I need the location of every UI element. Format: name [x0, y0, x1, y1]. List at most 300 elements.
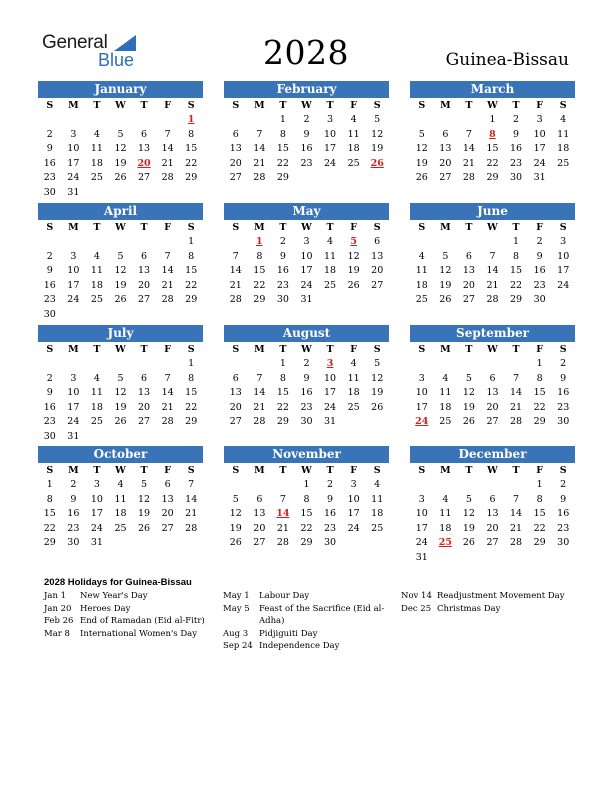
holiday-date: Nov 14	[401, 591, 432, 601]
day-cell: 20	[253, 522, 266, 534]
day-cell: 21	[486, 279, 499, 291]
day-cell: 17	[533, 143, 546, 154]
day-cell: 15	[185, 143, 198, 154]
weekday-label: W	[115, 344, 126, 355]
day-cell: 24	[67, 416, 80, 427]
day-cell: 14	[462, 143, 475, 154]
weekday-label: W	[301, 344, 312, 355]
day-cell: 30	[43, 308, 56, 320]
day-cell: 15	[185, 387, 198, 398]
empty-cell	[224, 113, 248, 128]
weekday-row	[224, 343, 389, 357]
day-cell: 3	[536, 114, 543, 125]
weekday-label: T	[326, 465, 334, 476]
day-cell: 18	[371, 508, 384, 519]
weekday-label: S	[559, 222, 567, 233]
day-cell: 17	[67, 279, 80, 291]
day-cell: 29	[533, 537, 546, 548]
day-cell: 1	[536, 479, 543, 490]
weekday-label: S	[373, 222, 381, 233]
day-cell: 30	[276, 294, 289, 305]
weekday-row	[224, 99, 389, 113]
month-may	[224, 203, 389, 308]
weekday-label: T	[93, 222, 101, 233]
day-cell: 3	[560, 236, 567, 247]
holiday-item	[44, 628, 205, 641]
day-cell: 30	[557, 416, 570, 427]
day-cell: 1	[46, 479, 53, 490]
day-cell: 24	[67, 172, 80, 183]
day-cell: 19	[371, 143, 384, 154]
empty-cell	[410, 357, 434, 372]
day-cell: 12	[114, 265, 127, 276]
day-cell: 9	[560, 372, 567, 384]
day-cell: 18	[439, 522, 452, 534]
day-cell: 22	[276, 157, 289, 169]
day-cell: 2	[303, 358, 310, 369]
month-march	[410, 81, 575, 186]
day-cell: 16	[533, 265, 546, 276]
weekday-label: M	[254, 100, 265, 111]
day-cell: 17	[324, 387, 337, 398]
day-cell: 27	[253, 537, 266, 548]
day-cell: 13	[486, 387, 499, 398]
day-cell: 15	[185, 265, 198, 276]
month-december	[410, 446, 575, 565]
holiday-day: 25	[438, 537, 452, 548]
weekday-row	[410, 464, 575, 478]
holiday-date: Jan 20	[44, 603, 72, 614]
day-cell: 8	[513, 250, 520, 262]
day-grid	[38, 113, 203, 200]
month-september	[410, 325, 575, 430]
day-cell: 29	[185, 416, 198, 427]
day-cell: 8	[279, 128, 286, 140]
day-cell: 14	[229, 265, 242, 276]
day-cell: 28	[161, 172, 174, 183]
day-cell: 1	[303, 479, 310, 490]
empty-cell	[224, 235, 248, 250]
day-cell: 4	[442, 372, 449, 384]
day-cell: 20	[161, 508, 174, 519]
day-cell: 23	[67, 522, 80, 534]
day-cell: 10	[347, 493, 360, 505]
day-cell: 20	[138, 401, 151, 413]
weekday-label: S	[559, 100, 567, 111]
holiday-date: Jan 1	[44, 591, 67, 601]
weekday-label: T	[512, 222, 520, 233]
day-cell: 11	[557, 128, 570, 140]
month-june	[410, 203, 575, 308]
day-cell: 19	[439, 279, 452, 291]
holiday-column	[401, 590, 565, 615]
day-cell: 5	[141, 479, 148, 490]
day-cell: 30	[300, 416, 313, 427]
weekday-label: S	[373, 344, 381, 355]
day-cell: 18	[557, 143, 570, 154]
day-cell: 18	[90, 401, 103, 413]
day-grid	[224, 357, 389, 430]
day-cell: 26	[114, 172, 127, 183]
day-cell: 23	[557, 522, 570, 534]
day-cell: 25	[347, 401, 360, 413]
day-cell: 19	[114, 401, 127, 413]
day-cell: 14	[185, 493, 198, 505]
day-cell: 4	[560, 114, 567, 125]
month-header: September	[410, 325, 575, 342]
day-cell: 20	[462, 279, 475, 291]
day-cell: 24	[324, 401, 337, 413]
day-cell: 11	[439, 387, 452, 398]
day-cell: 26	[347, 279, 360, 291]
weekday-label: S	[373, 465, 381, 476]
day-cell: 2	[46, 128, 53, 140]
day-cell: 14	[253, 387, 266, 398]
day-cell: 2	[279, 236, 286, 247]
empty-cell	[504, 357, 528, 372]
empty-cell	[109, 235, 133, 250]
day-cell: 15	[486, 143, 499, 154]
day-cell: 6	[489, 372, 496, 384]
day-cell: 27	[486, 416, 499, 427]
day-cell: 26	[138, 522, 151, 534]
day-cell: 8	[536, 372, 543, 384]
empty-cell	[132, 113, 156, 128]
empty-cell	[156, 235, 180, 250]
holiday-date: May 5	[223, 603, 250, 614]
day-cell: 1	[279, 114, 286, 125]
weekday-label: S	[418, 100, 426, 111]
day-cell: 29	[276, 416, 289, 427]
day-cell: 19	[371, 387, 384, 398]
day-cell: 17	[324, 143, 337, 154]
day-cell: 5	[374, 358, 381, 369]
day-grid	[224, 478, 389, 551]
day-cell: 14	[161, 387, 174, 398]
day-cell: 14	[253, 143, 266, 154]
day-cell: 6	[141, 250, 148, 262]
weekday-label: S	[373, 100, 381, 111]
day-cell: 18	[415, 279, 428, 291]
day-cell: 13	[486, 508, 499, 519]
day-cell: 2	[560, 479, 567, 490]
empty-cell	[248, 478, 272, 493]
day-cell: 11	[347, 128, 360, 140]
empty-cell	[410, 235, 434, 250]
weekday-label: S	[418, 465, 426, 476]
weekday-label: M	[440, 344, 451, 355]
weekday-label: F	[164, 344, 171, 355]
day-cell: 20	[138, 279, 151, 291]
weekday-row	[224, 464, 389, 478]
day-cell: 8	[188, 372, 195, 384]
weekday-label: T	[279, 222, 287, 233]
day-cell: 20	[486, 401, 499, 413]
month-january	[38, 81, 203, 200]
day-cell: 2	[327, 479, 334, 490]
day-cell: 16	[510, 143, 523, 154]
day-cell: 10	[415, 387, 428, 398]
day-cell: 23	[43, 416, 56, 427]
day-cell: 20	[229, 157, 242, 169]
day-cell: 30	[43, 430, 56, 442]
day-cell: 24	[557, 279, 570, 291]
day-cell: 30	[533, 294, 546, 305]
day-cell: 2	[303, 114, 310, 125]
day-cell: 5	[465, 493, 472, 505]
holiday-item	[223, 603, 384, 616]
day-cell: 1	[188, 358, 195, 369]
weekday-label: T	[326, 344, 334, 355]
day-cell: 16	[300, 387, 313, 398]
holiday-date: May 1	[223, 591, 250, 601]
holiday-name: New Year's Day	[80, 591, 148, 601]
day-cell: 24	[415, 537, 428, 548]
day-cell: 20	[371, 265, 384, 276]
day-cell: 27	[439, 172, 452, 183]
day-cell: 28	[229, 294, 242, 305]
day-cell: 8	[188, 128, 195, 140]
weekday-row	[38, 343, 203, 357]
day-cell: 21	[185, 508, 198, 519]
day-cell: 11	[90, 143, 103, 154]
day-cell: 14	[510, 387, 523, 398]
weekday-label: F	[164, 465, 171, 476]
holiday-name: End of Ramadan (Eid al-Fitr)	[80, 616, 205, 626]
day-cell: 23	[43, 294, 56, 305]
day-cell: 25	[371, 522, 384, 534]
holiday-day: 8	[489, 128, 496, 140]
day-cell: 18	[90, 157, 103, 169]
day-cell: 31	[67, 186, 80, 198]
day-cell: 18	[347, 387, 360, 398]
empty-cell	[481, 478, 505, 493]
day-cell: 31	[67, 430, 80, 442]
day-cell: 28	[253, 416, 266, 427]
month-october	[38, 446, 203, 551]
day-cell: 29	[510, 294, 523, 305]
day-cell: 23	[557, 401, 570, 413]
day-cell: 12	[347, 250, 360, 262]
day-cell: 7	[465, 128, 472, 140]
empty-cell	[62, 113, 86, 128]
month-header: December	[410, 446, 575, 463]
day-cell: 29	[43, 537, 56, 548]
day-cell: 5	[418, 128, 425, 140]
weekday-row	[224, 221, 389, 235]
weekday-label: T	[512, 100, 520, 111]
holiday-name: Christmas Day	[437, 603, 501, 614]
day-cell: 13	[161, 493, 174, 505]
weekday-label: T	[512, 465, 520, 476]
day-cell: 5	[465, 372, 472, 384]
holiday-name: Readjustment Movement Day	[437, 591, 565, 601]
weekday-label: M	[68, 344, 79, 355]
day-cell: 3	[418, 372, 425, 384]
year-title: 2028	[263, 33, 349, 72]
holiday-day: 1	[187, 114, 195, 125]
day-cell: 12	[371, 128, 384, 140]
holiday-column	[44, 590, 205, 640]
day-cell: 28	[161, 416, 174, 427]
day-cell: 14	[510, 508, 523, 519]
day-cell: 20	[486, 522, 499, 534]
empty-cell	[38, 357, 62, 372]
day-cell: 19	[114, 279, 127, 291]
day-cell: 3	[303, 236, 310, 247]
day-cell: 29	[253, 294, 266, 305]
empty-cell	[434, 478, 458, 493]
day-cell: 22	[510, 279, 523, 291]
day-cell: 6	[141, 128, 148, 140]
day-cell: 24	[67, 294, 80, 305]
empty-cell	[504, 478, 528, 493]
empty-cell	[457, 478, 481, 493]
weekday-label: T	[465, 100, 473, 111]
weekday-label: F	[350, 222, 357, 233]
day-cell: 26	[114, 294, 127, 305]
day-cell: 8	[303, 493, 310, 505]
day-cell: 23	[276, 279, 289, 291]
day-cell: 26	[439, 294, 452, 305]
day-cell: 5	[374, 114, 381, 125]
weekday-label: T	[326, 222, 334, 233]
day-cell: 4	[350, 114, 357, 125]
empty-cell	[457, 357, 481, 372]
day-cell: 17	[415, 401, 428, 413]
day-cell: 29	[185, 294, 198, 305]
day-cell: 25	[439, 416, 452, 427]
day-cell: 13	[138, 265, 151, 276]
month-header: June	[410, 203, 575, 220]
weekday-label: T	[326, 100, 334, 111]
day-cell: 30	[510, 172, 523, 183]
day-cell: 24	[347, 522, 360, 534]
day-cell: 21	[253, 157, 266, 169]
day-cell: 12	[415, 143, 428, 154]
day-cell: 10	[67, 387, 80, 398]
day-cell: 12	[114, 143, 127, 154]
day-cell: 25	[347, 157, 360, 169]
day-cell: 28	[462, 172, 475, 183]
empty-cell	[434, 235, 458, 250]
day-cell: 17	[67, 157, 80, 169]
weekday-label: S	[418, 344, 426, 355]
day-cell: 11	[347, 372, 360, 384]
day-cell: 7	[232, 250, 239, 262]
day-cell: 15	[276, 143, 289, 154]
weekday-label: S	[559, 344, 567, 355]
day-grid	[410, 235, 575, 308]
weekday-row	[38, 99, 203, 113]
holiday-date: Feb 26	[44, 616, 74, 626]
empty-cell	[271, 478, 295, 493]
day-cell: 1	[513, 236, 520, 247]
day-cell: 5	[117, 128, 124, 140]
day-cell: 22	[533, 401, 546, 413]
weekday-label: F	[536, 100, 543, 111]
day-cell: 25	[114, 522, 127, 534]
weekday-label: F	[536, 344, 543, 355]
day-cell: 15	[43, 508, 56, 519]
empty-cell	[434, 113, 458, 128]
day-cell: 15	[533, 387, 546, 398]
day-cell: 5	[117, 250, 124, 262]
weekday-label: T	[140, 100, 148, 111]
weekday-label: T	[279, 344, 287, 355]
day-cell: 15	[300, 508, 313, 519]
day-cell: 7	[164, 128, 171, 140]
day-cell: 1	[489, 114, 496, 125]
day-cell: 31	[415, 551, 428, 563]
weekday-label: T	[465, 344, 473, 355]
weekday-label: W	[115, 100, 126, 111]
day-cell: 28	[510, 416, 523, 427]
day-cell: 15	[510, 265, 523, 276]
day-cell: 27	[462, 294, 475, 305]
day-cell: 22	[276, 401, 289, 413]
day-cell: 2	[536, 236, 543, 247]
day-cell: 8	[188, 250, 195, 262]
day-cell: 21	[276, 522, 289, 534]
day-cell: 9	[513, 128, 520, 140]
day-cell: 18	[439, 401, 452, 413]
month-header: August	[224, 325, 389, 342]
empty-cell	[224, 357, 248, 372]
day-cell: 26	[415, 172, 428, 183]
day-grid	[38, 235, 203, 322]
holiday-item	[223, 590, 384, 603]
holiday-day: 5	[350, 236, 357, 247]
day-cell: 25	[90, 416, 103, 427]
weekday-label: F	[164, 222, 171, 233]
day-cell: 13	[462, 265, 475, 276]
holiday-name: Pidjiguiti Day	[259, 628, 318, 639]
day-cell: 10	[415, 508, 428, 519]
day-cell: 31	[324, 416, 337, 427]
day-cell: 17	[90, 508, 103, 519]
holiday-item	[401, 603, 565, 616]
day-cell: 9	[327, 493, 334, 505]
day-cell: 6	[141, 372, 148, 384]
day-grid	[410, 113, 575, 186]
day-cell: 25	[557, 157, 570, 169]
day-cell: 13	[253, 508, 266, 519]
holiday-day: 20	[137, 157, 151, 169]
weekday-label: T	[93, 100, 101, 111]
day-cell: 1	[536, 358, 543, 369]
holiday-day: 26	[370, 157, 384, 169]
weekday-label: M	[440, 222, 451, 233]
day-cell: 24	[300, 279, 313, 291]
day-cell: 7	[513, 493, 520, 505]
day-grid	[38, 357, 203, 444]
day-cell: 11	[415, 265, 428, 276]
day-grid	[224, 235, 389, 308]
day-cell: 30	[43, 186, 56, 198]
weekday-label: T	[93, 344, 101, 355]
day-cell: 18	[347, 143, 360, 154]
day-cell: 15	[253, 265, 266, 276]
empty-cell	[481, 357, 505, 372]
day-cell: 26	[114, 416, 127, 427]
day-cell: 16	[43, 401, 56, 413]
day-cell: 19	[415, 157, 428, 169]
weekday-label: T	[140, 222, 148, 233]
day-cell: 23	[300, 401, 313, 413]
logo-blue-text: Blue	[98, 50, 135, 70]
month-header: July	[38, 325, 203, 342]
